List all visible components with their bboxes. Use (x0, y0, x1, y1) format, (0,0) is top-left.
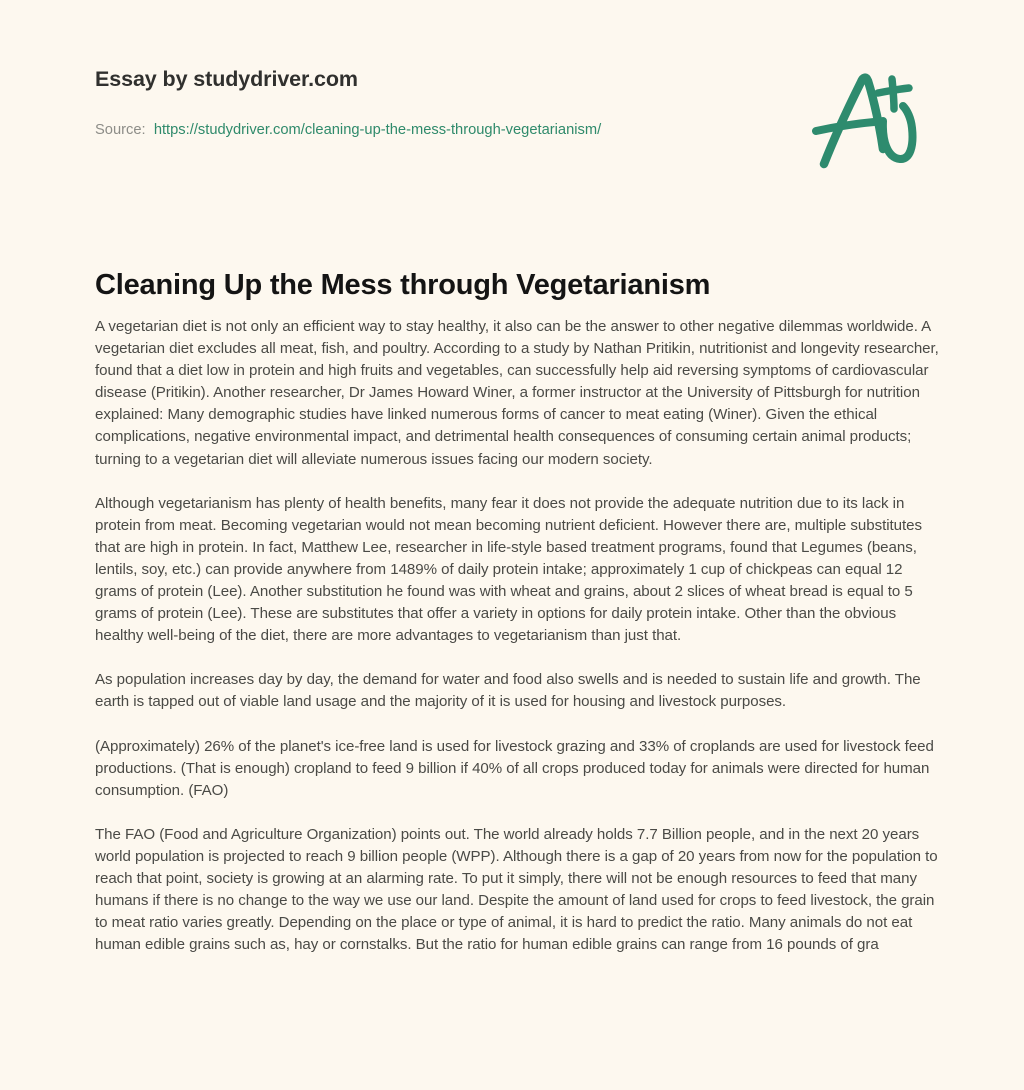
byline: Essay by studydriver.com (95, 67, 358, 91)
page-title: Cleaning Up the Mess through Vegetarianism (95, 269, 711, 302)
essay-body (95, 316, 947, 956)
source-line (95, 122, 601, 138)
studydriver-a-plus-logo-icon (808, 66, 924, 174)
paragraph: The FAO (Food and Agriculture Organization) points out. The world already holds 7.7 Billion people, and in the next 20 years world population is projected to reach 9 billion people (WPP). Although there is a gap of 20 years from now for the population to reach that point, society is growing at an alarming rate. To put it simply, there will not be enough resources to feed that many humans if there is no change to the way we use our land. Despite the amount of land used for crops to feed livestock, the grain to meat ratio varies greatly. Depending on the place or type of animal, it is hard to predict the ratio. Many animals do not eat human edible grains such as, hay or cornstalks. But the ratio for human edible grains can range from 16 pounds of gra (95, 825, 938, 954)
paragraph: Although vegetarianism has plenty of health benefits, many fear it does not provide the adequate nutrition due to its lack in protein from meat. Becoming vegetarian would not mean becoming nutrient deficient. However there are, multiple substitutes that are high in protein. In fact, Matthew Lee, researcher in life-style based treatment programs, found that Legumes (beans, lentils, soy, etc.) can provide anywhere from 1489% of daily protein intake; approximately 1 cup of chickpeas can equal 12 grams of protein (Lee). Another substitution he found was with wheat and grains, about 2 slices of wheat bread is equal to 5 grams of protein (Lee). These are substitutes that offer a variety in options for daily protein intake. Other than the obvious healthy well-being of the diet, there are more advantages to vegetarianism than just that. (95, 494, 923, 645)
document-header (0, 0, 1024, 185)
paragraph: As population increases day by day, the demand for water and food also swells and is needed to sustain life and growth. The earth is tapped out of viable land usage and the majority of it is used for housing and livestock purposes. (95, 671, 921, 711)
source-label: Source: (95, 122, 146, 138)
source-url-link[interactable]: https://studydriver.com/cleaning-up-the-mess-through-vegetarianism/ (153, 122, 602, 138)
paragraph: A vegetarian diet is not only an efficient way to stay healthy, it also can be the answer to other negative dilemmas worldwide. A vegetarian diet excludes all meat, fish, and poultry. According to a study by Nathan Pritikin, nutritionist and longevity researcher, found that a diet low in protein and high fruits and vegetables, can successfully help aid reversing symptoms of cardiovascular disease (Pritikin). Another researcher, Dr James Howard Winer, a former instructor at the University of Pittsburgh for nutrition explained: Many demographic studies have linked numerous forms of cancer to meat eating (Winer). Given the ethical complications, negative environmental impact, and detrimental health consequences of consuming certain animal products; turning to a vegetarian diet will alleviate numerous issues facing our modern society. (95, 318, 939, 468)
paragraph: (Approximately) 26% of the planet's ice-free land is used for livestock grazing and 33% of croplands are used for livestock feed productions. (That is enough) cropland to feed 9 billion if 40% of all crops produced today for animals were directed for human consumption. (FAO) (95, 737, 934, 799)
